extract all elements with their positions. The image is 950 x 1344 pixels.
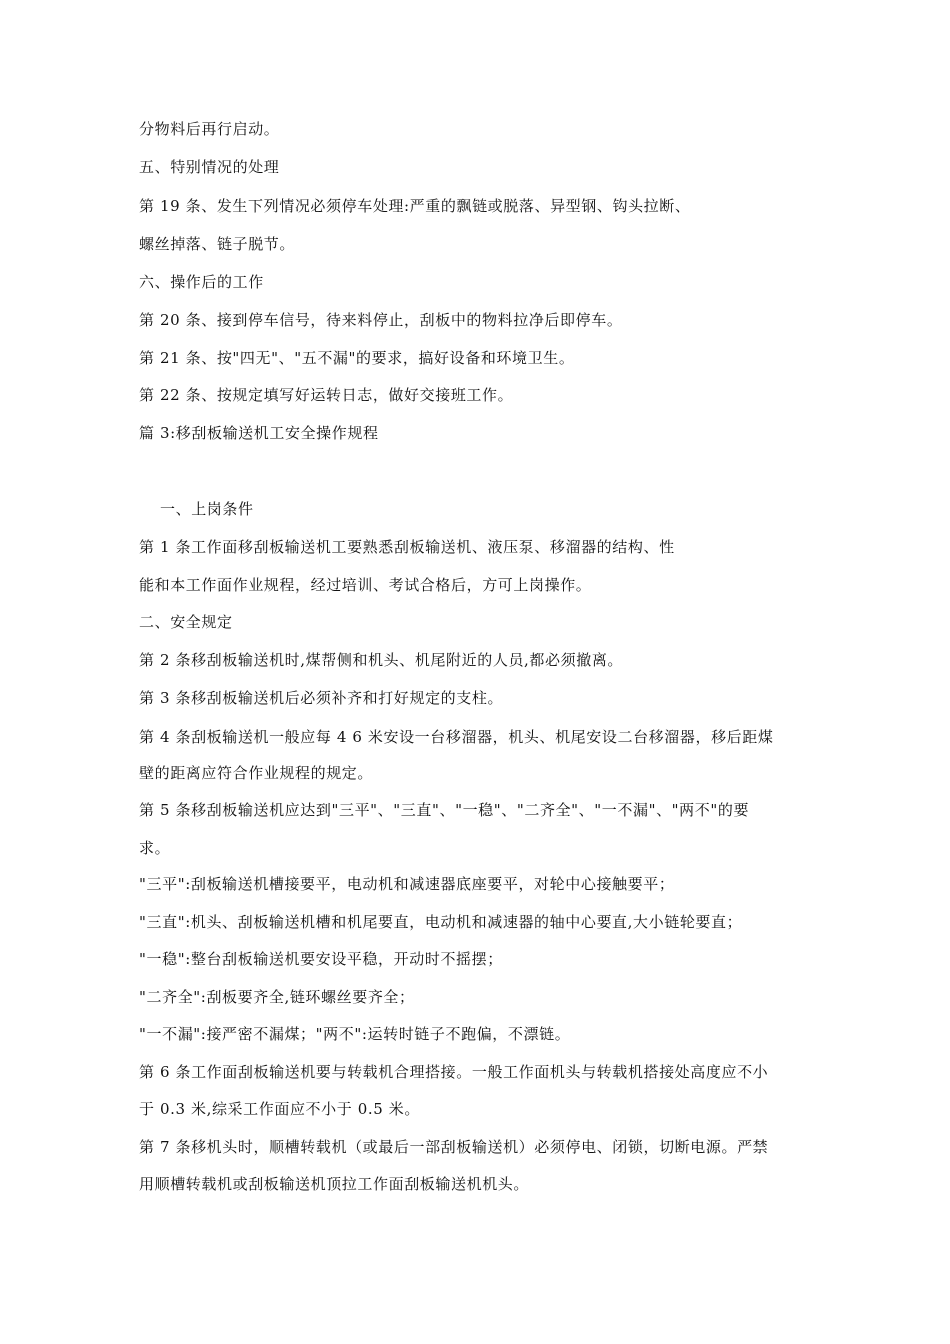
text-line: "一不漏":接严密不漏煤；"两不":运转时链子不跑偏，不漂链。 — [139, 1025, 571, 1043]
text-line: 第 4 条刮板输送机一般应每 4 6 米安设一台移溜器，机头、机尾安设二台移溜器，移后距煤 — [139, 728, 774, 746]
text-line: 用顺槽转载机或刮板输送机顶拉工作面刮板输送机机头。 — [139, 1175, 530, 1193]
section-heading: 一、上岗条件 — [160, 500, 254, 518]
text-line: 第 22 条、按规定填写好运转日志，做好交接班工作。 — [139, 386, 514, 404]
text-line: 第 1 条工作面移刮板输送机工要熟悉刮板输送机、液压泵、移溜器的结构、性 — [139, 538, 675, 556]
text-line: 第 7 条移机头时，顺槽转载机（或最后一部刮板输送机）必须停电、闭锁，切断电源。严禁 — [139, 1138, 769, 1156]
text-line: 第 20 条、接到停车信号，待来料停止，刮板中的物料拉净后即停车。 — [139, 311, 623, 329]
text-line: 第 3 条移刮板输送机后必须补齐和打好规定的支柱。 — [139, 689, 504, 707]
section-heading: 六、操作后的工作 — [139, 273, 264, 291]
chapter-heading: 篇 3:移刮板输送机工安全操作规程 — [139, 424, 379, 442]
section-heading: 二、安全规定 — [139, 613, 233, 631]
text-line: 能和本工作面作业规程，经过培训、考试合格后，方可上岗操作。 — [139, 576, 592, 594]
section-heading: 五、特别情况的处理 — [139, 158, 280, 176]
text-line: 第 19 条、发生下列情况必须停车处理:严重的飘链或脱落、异型钢、钩头拉断、 — [139, 197, 691, 215]
text-line: "三平":刮板输送机槽接要平，电动机和减速器底座要平，对轮中心接触要平； — [139, 875, 675, 893]
text-line: 第 6 条工作面刮板输送机要与转载机合理搭接。一般工作面机头与转载机搭接处高度应不小 — [139, 1063, 769, 1081]
text-line: 壁的距离应符合作业规程的规定。 — [139, 764, 374, 782]
text-line: 螺丝掉落、链子脱节。 — [139, 235, 296, 253]
text-line: 第 5 条移刮板输送机应达到"三平"、"三直"、"一稳"、"二齐全"、"一不漏"、"两不"的要 — [139, 801, 750, 819]
text-line: 第 21 条、按"四无"、"五不漏"的要求，搞好设备和环境卫生。 — [139, 349, 575, 367]
text-line: "三直":机头、刮板输送机槽和机尾要直，电动机和减速器的轴中心要直,大小链轮要直； — [139, 913, 743, 931]
text-line: 于 0.3 米,综采工作面应不小于 0.5 米。 — [139, 1100, 420, 1118]
text-line: "二齐全":刮板要齐全,链环螺丝要齐全； — [139, 988, 415, 1006]
text-line: "一稳":整台刮板输送机要安设平稳，开动时不摇摆； — [139, 950, 503, 968]
text-line: 分物料后再行启动。 — [139, 120, 280, 138]
text-line: 求。 — [139, 839, 171, 857]
text-line: 第 2 条移刮板输送机时,煤帮侧和机头、机尾附近的人员,都必须撤离。 — [139, 651, 624, 669]
